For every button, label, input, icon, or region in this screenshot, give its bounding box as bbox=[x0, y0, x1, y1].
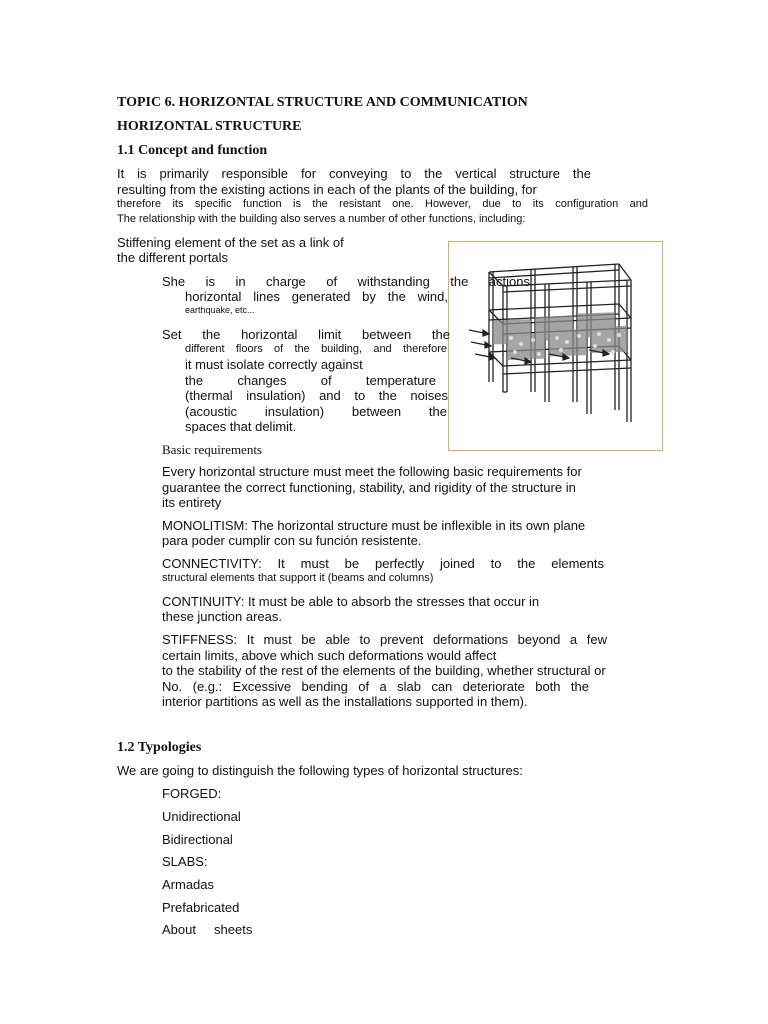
stiffening-line: Stiffening element of the set as a link of bbox=[117, 235, 344, 250]
basic-req-line: Every horizontal structure must meet the following basic requirements for bbox=[162, 464, 582, 479]
typologies-intro: We are going to distinguish the following types of horizontal structures: bbox=[117, 763, 523, 778]
typology-item: Prefabricated bbox=[162, 900, 240, 915]
typology-item: Bidirectional bbox=[162, 832, 233, 847]
topic-title: TOPIC 6. HORIZONTAL STRUCTURE AND COMMUNICATION bbox=[117, 95, 528, 110]
charge-line: horizontal lines generated by the wind, bbox=[185, 289, 448, 304]
connectivity-line: CONNECTIVITY: It must be perfectly joined to the elements bbox=[162, 556, 604, 571]
stiffening-line: the different portals bbox=[117, 250, 229, 265]
stiffness-line: interior partitions as well as the installations supported in them). bbox=[162, 694, 528, 709]
limit-line: (acoustic insulation) between the bbox=[185, 404, 447, 419]
limit-line: spaces that delimit. bbox=[185, 419, 297, 434]
typology-item: Armadas bbox=[162, 877, 215, 892]
subsection-heading-concept: 1.1 Concept and function bbox=[117, 143, 268, 158]
limit-line: Set the horizontal limit between the bbox=[162, 327, 450, 342]
building-frame-figure bbox=[448, 241, 663, 451]
stiffness-line: STIFFNESS: It must be able to prevent deformations beyond a few bbox=[162, 632, 607, 647]
basic-req-line: its entirety bbox=[162, 495, 222, 510]
typology-item: FORGED: bbox=[162, 786, 222, 801]
basic-req-line: guarantee the correct functioning, stability, and rigidity of the structure in bbox=[162, 480, 576, 495]
limit-line: it must isolate correctly against bbox=[185, 357, 363, 372]
limit-line: the changes of temperature bbox=[185, 373, 436, 388]
intro-line: It is primarily responsible for conveying to the vertical structure the bbox=[117, 166, 591, 181]
basic-requirements-heading: Basic requirements bbox=[162, 442, 262, 457]
charge-line: She is in charge of withstanding the actions bbox=[162, 274, 530, 289]
limit-line: different floors of the building, and therefore bbox=[185, 343, 447, 355]
typology-item: SLABS: bbox=[162, 854, 208, 869]
monolitism-line: para poder cumplir con su función resistente. bbox=[162, 533, 422, 548]
intro-line: The relationship with the building also serves a number of other functions, including: bbox=[117, 213, 526, 225]
stiffness-line: certain limits, above which such deformations would affect bbox=[162, 648, 497, 663]
limit-line: (thermal insulation) and to the noises bbox=[185, 388, 448, 403]
stiffness-line: No. (e.g.: Excessive bending of a slab can deteriorate both the bbox=[162, 679, 589, 694]
intro-line: resulting from the existing actions in each of the plants of the building, for bbox=[117, 182, 537, 197]
continuity-line: these junction areas. bbox=[162, 609, 282, 624]
charge-line: earthquake, etc... bbox=[185, 305, 255, 315]
typology-item: Unidirectional bbox=[162, 809, 241, 824]
typology-item: About sheets bbox=[162, 922, 253, 937]
continuity-line: CONTINUITY: It must be able to absorb the stresses that occur in bbox=[162, 594, 540, 609]
stiffness-line: to the stability of the rest of the elements of the building, whether structural or bbox=[162, 663, 606, 678]
section-title: HORIZONTAL STRUCTURE bbox=[117, 119, 302, 134]
connectivity-line: structural elements that support it (beams and columns) bbox=[162, 572, 434, 584]
monolitism-line: MONOLITISM: The horizontal structure must be inflexible in its own plane bbox=[162, 518, 586, 533]
subsection-heading-typologies: 1.2 Typologies bbox=[117, 740, 202, 755]
intro-line: therefore its specific function is the resistant one. However, due to its configuration and bbox=[117, 198, 648, 210]
